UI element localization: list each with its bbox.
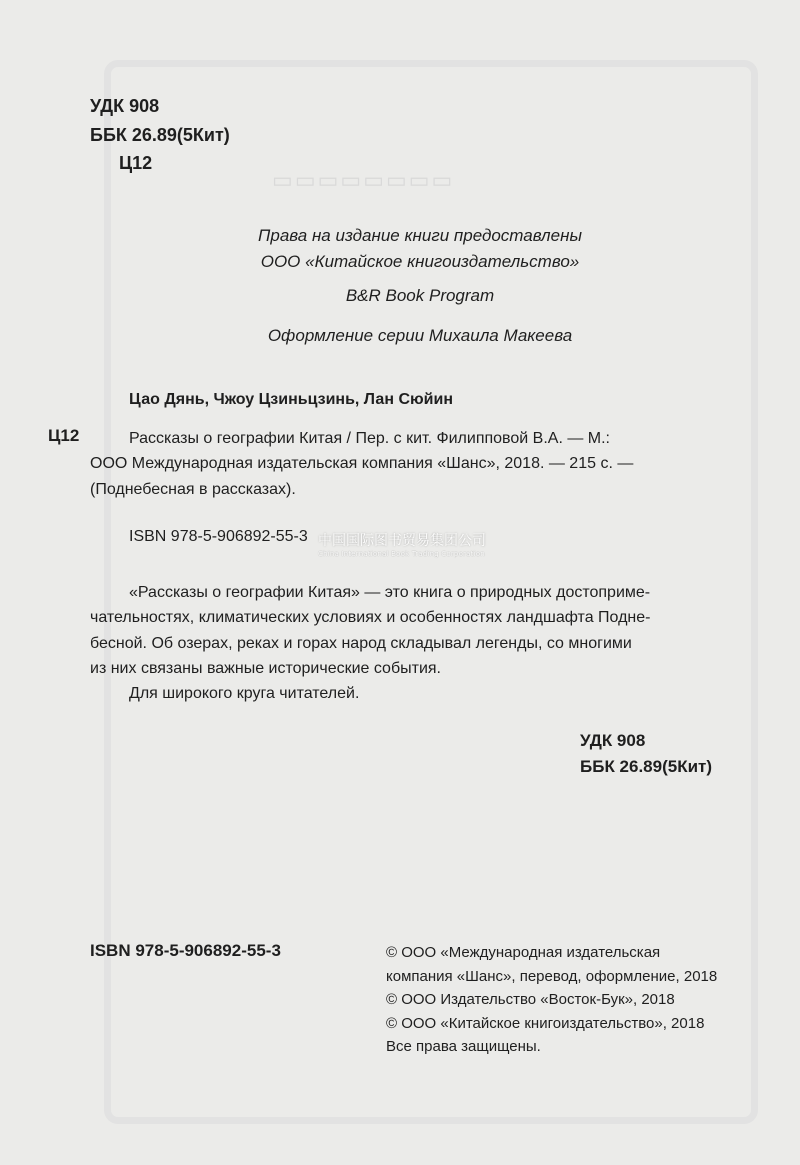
copyright-line-4: © ООО «Китайское книгоиздательство», 2018 [386, 1014, 705, 1032]
bib-description [90, 426, 633, 502]
series-design: Оформление серии Михаила Макеева [267, 326, 573, 345]
rights-line-2: ООО «Китайское книгоиздательство» [260, 252, 580, 271]
bib-line-3: (Поднебесная в рассказах). [90, 480, 296, 498]
author-sign: Ц12 [119, 153, 153, 173]
watermark-title: 中国国际图书贸易集团公司 [318, 533, 486, 549]
udk-code: УДК 908 [90, 96, 160, 116]
program-name: B&R Book Program [345, 286, 495, 305]
show-through-text: ▭▭▭▭▭▭▭▭ [270, 171, 453, 196]
bib-line-1: Рассказы о географии Китая / Пер. с кит. Филипповой В.А. — М.: [129, 430, 610, 447]
audience-note: Для широкого круга читателей. [129, 685, 360, 703]
bib-line-2: ООО Международная издательская компания «Шанс», 2018. — 215 с. — [90, 455, 634, 473]
copyright-line-3: © ООО Издательство «Восток-Бук», 2018 [386, 991, 675, 1008]
rights-reserved: Все права защищены. [386, 1038, 541, 1055]
annotation-line-3: бесной. Об озерах, реках и горах народ складывал легенды, со многими [90, 634, 632, 652]
bib-isbn: ISBN 978-5-906892-55-3 [129, 528, 308, 545]
annotation-line-4: из них связаны важные исторические события. [90, 659, 441, 677]
authors: Цао Дянь, Чжоу Цзиньцзинь, Лан Сюйин [129, 391, 453, 408]
copyright-line-1: © ООО «Международная издательская [386, 944, 661, 961]
footer-isbn: ISBN 978-5-906892-55-3 [90, 941, 281, 960]
annotation [90, 580, 651, 706]
annotation-line-1: «Рассказы о географии Китая» — это книга о природных достоприме- [129, 584, 651, 601]
copyright-line-2: компания «Шанс», перевод, оформление, 2018 [386, 967, 718, 985]
bib-sign: Ц12 [48, 426, 80, 445]
bbk-code: ББК 26.89(5Кит) [90, 125, 230, 145]
watermark-subtitle: China International Book Trading Corporation [318, 550, 485, 558]
udk-code-bottom: УДК 908 [580, 731, 646, 750]
bbk-code-bottom: ББК 26.89(5Кит) [580, 757, 713, 776]
distributor-watermark [318, 530, 486, 558]
rights-line-1: Права на издание книги предоставлены [258, 226, 582, 245]
annotation-line-2: чательностях, климатических условиях и особенностях ландшафта Подне- [90, 609, 651, 627]
copyright-block [386, 941, 717, 1059]
